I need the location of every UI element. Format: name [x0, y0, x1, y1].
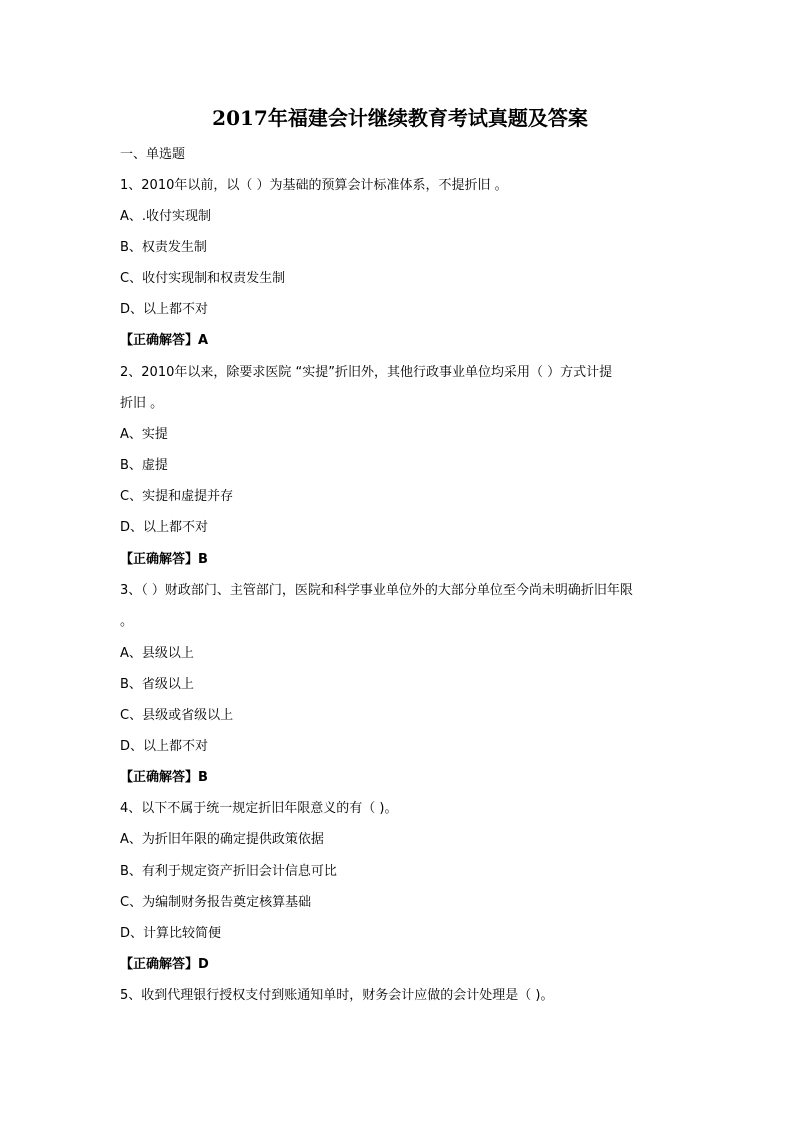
option-a: A、实提: [120, 427, 168, 442]
answer-4: 【正确解答】D: [120, 957, 209, 972]
option-a: A、.收付实现制: [120, 209, 212, 224]
option-d: D、计算比较简便: [120, 926, 222, 941]
question-3-continued: 。: [120, 614, 134, 629]
option-d: D、以上都不对: [120, 302, 209, 317]
option-c: C、收付实现制和权责发生制: [120, 271, 286, 286]
question-1: 1、2010年以前，以（ ）为基础的预算会计标准体系，不提折旧 。: [120, 178, 508, 193]
option-a: A、为折旧年限的确定提供政策依据: [120, 832, 324, 847]
option-c: C、县级或省级以上: [120, 708, 234, 723]
option-b: B、省级以上: [120, 677, 194, 692]
option-a: A、县级以上: [120, 646, 194, 661]
option-c: C、为编制财务报告奠定核算基础: [120, 895, 312, 910]
answer-2: 【正确解答】B: [120, 552, 208, 567]
option-c: C、实提和虚提并存: [120, 489, 234, 504]
answer-1: 【正确解答】A: [120, 333, 209, 348]
section-heading: 一、单选题: [120, 147, 186, 162]
option-b: B、有利于规定资产折旧会计信息可比: [120, 864, 337, 879]
answer-3: 【正确解答】B: [120, 770, 208, 785]
question-5: 5、收到代理银行授权支付到账通知单时，财务会计应做的会计处理是（ )。: [120, 988, 554, 1003]
question-2-continued: 折旧 。: [120, 396, 164, 411]
option-d: D、以上都不对: [120, 739, 209, 754]
question-4: 4、以下不属于统一规定折旧年限意义的有（ )。: [120, 801, 398, 816]
document-title: 2017年福建会计继续教育考试真题及答案: [212, 106, 588, 130]
question-2: 2、2010年以来，除要求医院 “实提”折旧外，其他行政事业单位均采用（ ）方式计提: [120, 365, 613, 380]
option-b: B、权责发生制: [120, 240, 207, 255]
question-3: 3、（ ）财政部门、主管部门，医院和科学事业单位外的大部分单位至今尚未明确折旧年限: [120, 583, 633, 598]
option-d: D、以上都不对: [120, 520, 209, 535]
option-b: B、虚提: [120, 458, 168, 473]
